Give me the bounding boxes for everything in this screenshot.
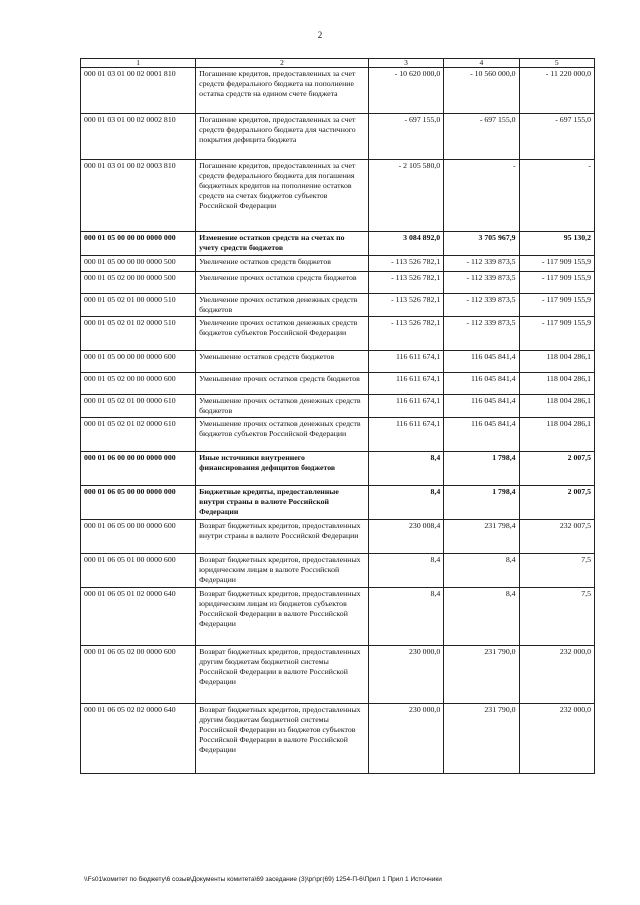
sources-table [80, 58, 595, 774]
code-cell: 000 01 03 01 00 02 0001 810 [81, 68, 196, 114]
table-row [81, 520, 595, 554]
name-cell: Возврат бюджетных кредитов, предоставленных юридическим лицам из бюджетов субъектов Российской Федерации в валюте Российской Федерации [196, 588, 369, 646]
name-cell: Уменьшение остатков средств бюджетов [196, 351, 369, 373]
name-cell: Увеличение прочих остатков денежных средств бюджетов [196, 294, 369, 317]
table-row [81, 418, 595, 452]
table-row [81, 646, 595, 704]
value-cell-4: - 112 339 873,5 [444, 272, 519, 294]
name-cell: Увеличение остатков средств бюджетов [196, 256, 369, 272]
value-cell-3: 8,4 [368, 486, 443, 520]
name-cell: Уменьшение прочих остатков средств бюджетов [196, 373, 369, 395]
value-cell-4: - [444, 160, 519, 232]
column-header: 5 [519, 59, 594, 68]
value-cell-4: 8,4 [444, 554, 519, 588]
name-cell: Изменение остатков средств на счетах по учету средств бюджетов [196, 232, 369, 256]
value-cell-4: 8,4 [444, 588, 519, 646]
value-cell-5: - [519, 160, 594, 232]
code-cell: 000 01 05 00 00 00 0000 600 [81, 351, 196, 373]
code-cell: 000 01 03 01 00 02 0002 810 [81, 114, 196, 160]
value-cell-4: 116 045 841,4 [444, 373, 519, 395]
value-cell-3: - 113 526 782,1 [368, 317, 443, 351]
table-row [81, 68, 595, 114]
table-row [81, 294, 595, 317]
value-cell-4: 1 798,4 [444, 452, 519, 486]
value-cell-4: 231 798,4 [444, 520, 519, 554]
code-cell: 000 01 05 02 01 00 0000 610 [81, 395, 196, 418]
table-row [81, 272, 595, 294]
value-cell-3: 3 084 892,0 [368, 232, 443, 256]
table-row [81, 588, 595, 646]
value-cell-3: 116 611 674,1 [368, 351, 443, 373]
page-number: 2 [317, 30, 323, 40]
name-cell: Уменьшение прочих остатков денежных средств бюджетов [196, 395, 369, 418]
value-cell-5: 2 007,5 [519, 452, 594, 486]
code-cell: 000 01 05 02 00 00 0000 600 [81, 373, 196, 395]
code-cell: 000 01 05 00 00 00 0000 500 [81, 256, 196, 272]
name-cell: Возврат бюджетных кредитов, предоставленных внутри страны в валюте Российской Федерации [196, 520, 369, 554]
value-cell-5: - 117 909 155,9 [519, 294, 594, 317]
value-cell-4: 3 705 967,9 [444, 232, 519, 256]
value-cell-4: 116 045 841,4 [444, 351, 519, 373]
value-cell-3: - 697 155,0 [368, 114, 443, 160]
value-cell-5: 118 004 286,1 [519, 373, 594, 395]
code-cell: 000 01 06 00 00 00 0000 000 [81, 452, 196, 486]
column-header: 2 [196, 59, 369, 68]
table-row [81, 351, 595, 373]
value-cell-5: 7,5 [519, 554, 594, 588]
value-cell-5: - 117 909 155,9 [519, 317, 594, 351]
table-row [81, 114, 595, 160]
value-cell-3: - 113 526 782,1 [368, 256, 443, 272]
value-cell-5: - 117 909 155,9 [519, 272, 594, 294]
table-body [81, 68, 595, 774]
table-row [81, 395, 595, 418]
value-cell-3: - 2 105 580,0 [368, 160, 443, 232]
name-cell: Погашение кредитов, предоставленных за счет средств федерального бюджета на пополнение остатка средств на едином счете бюджета [196, 68, 369, 114]
value-cell-4: - 112 339 873,5 [444, 317, 519, 351]
value-cell-3: 116 611 674,1 [368, 395, 443, 418]
table-row [81, 317, 595, 351]
code-cell: 000 01 06 05 02 02 0000 640 [81, 704, 196, 774]
code-cell: 000 01 05 02 01 02 0000 510 [81, 317, 196, 351]
value-cell-4: - 697 155,0 [444, 114, 519, 160]
name-cell: Увеличение прочих остатков средств бюджетов [196, 272, 369, 294]
value-cell-3: - 113 526 782,1 [368, 294, 443, 317]
column-number-row [81, 59, 595, 68]
value-cell-3: - 113 526 782,1 [368, 272, 443, 294]
value-cell-3: 8,4 [368, 554, 443, 588]
value-cell-3: 230 008,4 [368, 520, 443, 554]
name-cell: Бюджетные кредиты, предоставленные внутри страны в валюте Российской Федерации [196, 486, 369, 520]
code-cell: 000 01 05 02 01 02 0000 610 [81, 418, 196, 452]
value-cell-4: 1 798,4 [444, 486, 519, 520]
column-header: 4 [444, 59, 519, 68]
value-cell-5: 7,5 [519, 588, 594, 646]
value-cell-4: 116 045 841,4 [444, 418, 519, 452]
value-cell-3: 8,4 [368, 452, 443, 486]
value-cell-3: 116 611 674,1 [368, 373, 443, 395]
code-cell: 000 01 06 05 02 00 0000 600 [81, 646, 196, 704]
value-cell-5: - 117 909 155,9 [519, 256, 594, 272]
code-cell: 000 01 03 01 00 02 0003 810 [81, 160, 196, 232]
code-cell: 000 01 05 00 00 00 0000 000 [81, 232, 196, 256]
name-cell: Возврат бюджетных кредитов, предоставленных юридическим лицам в валюте Российской Федерации [196, 554, 369, 588]
name-cell: Уменьшение прочих остатков денежных средств бюджетов субъектов Российской Федерации [196, 418, 369, 452]
value-cell-5: 95 130,2 [519, 232, 594, 256]
table-row [81, 256, 595, 272]
column-header: 1 [81, 59, 196, 68]
column-header: 3 [368, 59, 443, 68]
code-cell: 000 01 06 05 01 00 0000 600 [81, 554, 196, 588]
file-path-footer: \\Fs01\комитет по бюджету\6 созыв\Документы комитета\69 заседание (3)\рг\рг(69) 1254-П-6\Прил 1 Прил 1 Источники [84, 876, 442, 883]
value-cell-4: 116 045 841,4 [444, 395, 519, 418]
name-cell: Иные источники внутреннего финансирования дефицитов бюджетов [196, 452, 369, 486]
value-cell-3: 230 000,0 [368, 646, 443, 704]
name-cell: Увеличение прочих остатков денежных средств бюджетов субъектов Российской Федерации [196, 317, 369, 351]
table-row [81, 452, 595, 486]
value-cell-4: 231 790,0 [444, 646, 519, 704]
value-cell-5: 118 004 286,1 [519, 351, 594, 373]
code-cell: 000 01 05 02 01 00 0000 510 [81, 294, 196, 317]
value-cell-5: - 697 155,0 [519, 114, 594, 160]
code-cell: 000 01 06 05 00 00 0000 600 [81, 520, 196, 554]
value-cell-5: 232 000,0 [519, 646, 594, 704]
code-cell: 000 01 05 02 00 00 0000 500 [81, 272, 196, 294]
name-cell: Возврат бюджетных кредитов, предоставленных другим бюджетам бюджетной системы Российской Федерации из бюджетов субъектов Российской Федерации в валюте Российской Федерации [196, 704, 369, 774]
table-row [81, 554, 595, 588]
value-cell-4: - 112 339 873,5 [444, 256, 519, 272]
table-row [81, 160, 595, 232]
table-row [81, 486, 595, 520]
value-cell-5: 232 000,0 [519, 704, 594, 774]
name-cell: Погашение кредитов, предоставленных за счет средств федерального бюджета для частичного покрытия дефицита бюджета [196, 114, 369, 160]
value-cell-5: 118 004 286,1 [519, 418, 594, 452]
table-row [81, 232, 595, 256]
value-cell-4: - 112 339 873,5 [444, 294, 519, 317]
code-cell: 000 01 06 05 01 02 0000 640 [81, 588, 196, 646]
value-cell-4: - 10 560 000,0 [444, 68, 519, 114]
value-cell-4: 231 790,0 [444, 704, 519, 774]
value-cell-5: - 11 220 000,0 [519, 68, 594, 114]
value-cell-5: 232 007,5 [519, 520, 594, 554]
value-cell-3: 230 000,0 [368, 704, 443, 774]
table-row [81, 704, 595, 774]
value-cell-5: 118 004 286,1 [519, 395, 594, 418]
code-cell: 000 01 06 05 00 00 0000 000 [81, 486, 196, 520]
name-cell: Погашение кредитов, предоставленных за счет средств федерального бюджета для погашения бюджетных кредитов на пополнение остатков средств на счетах бюджетов субъектов Российской Федерации [196, 160, 369, 232]
value-cell-5: 2 007,5 [519, 486, 594, 520]
value-cell-3: 8,4 [368, 588, 443, 646]
name-cell: Возврат бюджетных кредитов, предоставленных другим бюджетам бюджетной системы Российской Федерации в валюте Российской Федерации [196, 646, 369, 704]
table-row [81, 373, 595, 395]
value-cell-3: - 10 620 000,0 [368, 68, 443, 114]
value-cell-3: 116 611 674,1 [368, 418, 443, 452]
